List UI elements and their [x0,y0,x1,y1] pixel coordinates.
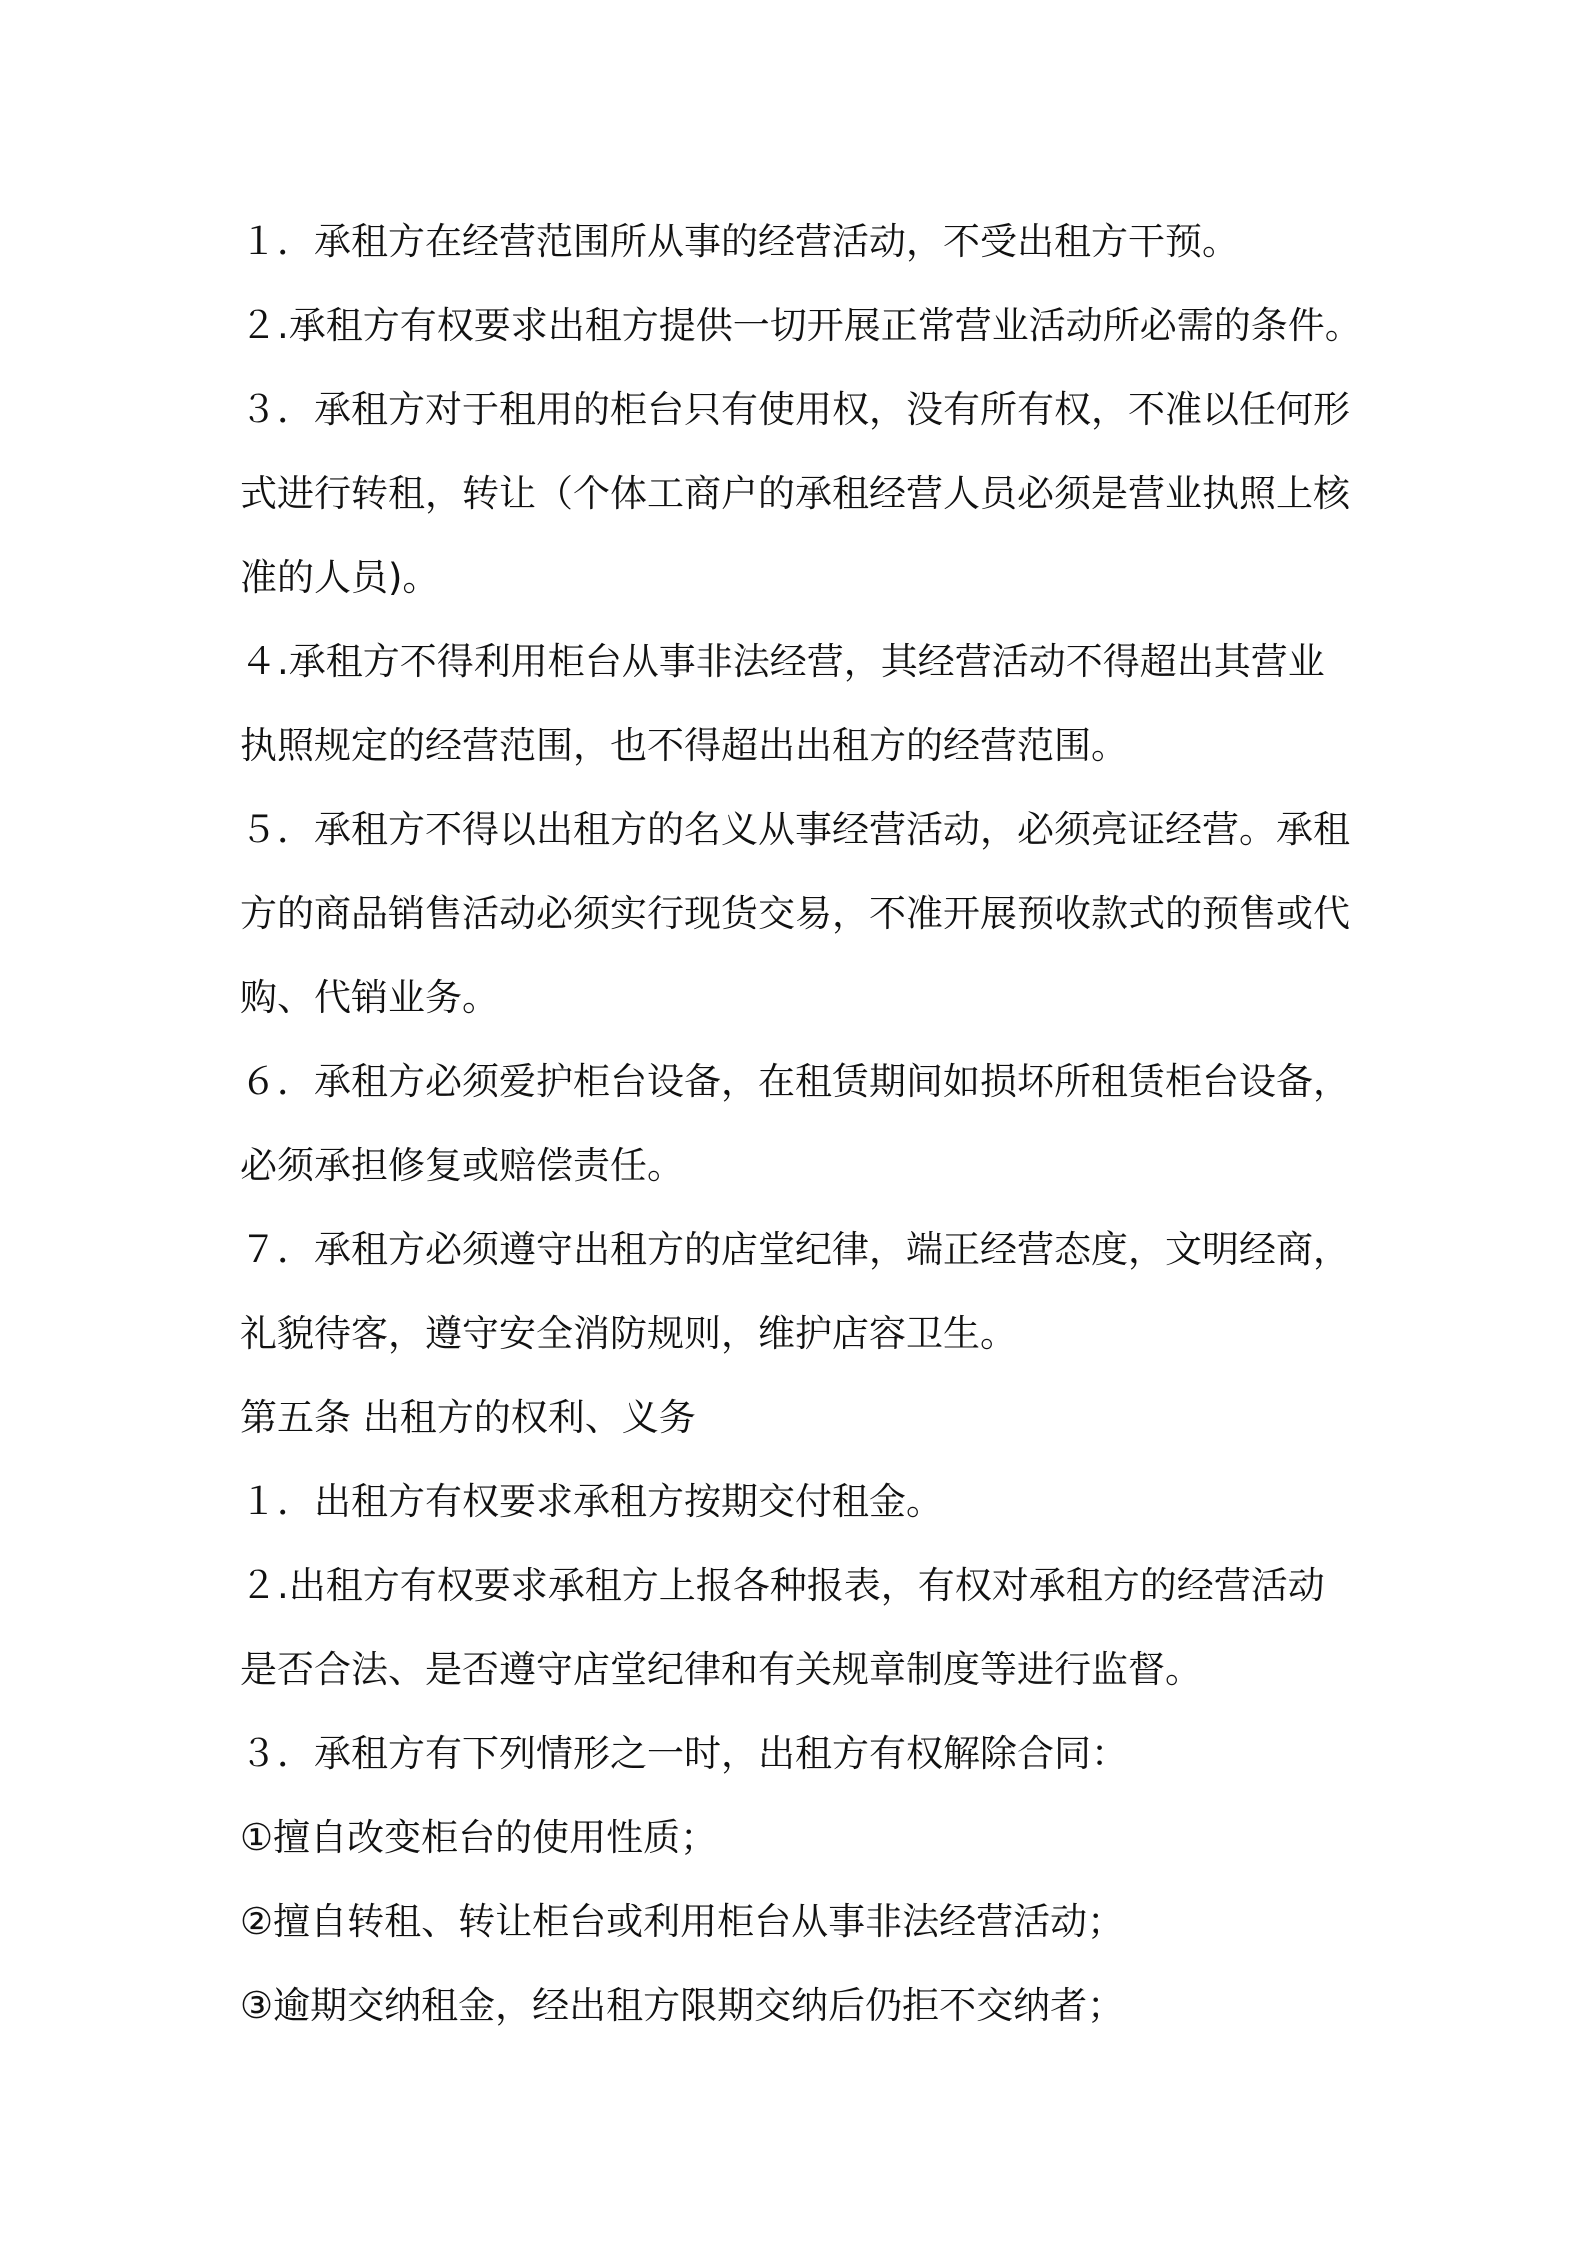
section-heading: 第五条 出租方的权利、义务 [240,1396,696,1439]
clause-line: ６．承租方必须爱护柜台设备，在租赁期间如损坏所租赁柜台设备， [240,1060,1350,1103]
list-item: ③逾期交纳租金，经出租方限期交纳后仍拒不交纳者； [240,1984,1125,2027]
clause-line: 购、代销业务。 [240,976,499,1019]
clause-line: ２.承租方有权要求出租方提供一切开展正常营业活动所必需的条件。 [240,304,1362,347]
clause-line: ３．承租方有下列情形之一时，出租方有权解除合同： [240,1732,1128,1775]
clause-line: ５．承租方不得以出租方的名义从事经营活动，必须亮证经营。承租 [240,808,1350,851]
clause-line: ３．承租方对于租用的柜台只有使用权，没有所有权，不准以任何形 [240,388,1350,431]
clause-line: 式进行转租，转让（个体工商户的承租经营人员必须是营业执照上核 [240,472,1350,515]
clause-line: 方的商品销售活动必须实行现货交易，不准开展预收款式的预售或代 [240,892,1350,935]
clause-line: 执照规定的经营范围，也不得超出出租方的经营范围。 [240,724,1128,767]
clause-line: １．承租方在经营范围所从事的经营活动，不受出租方干预。 [240,220,1239,263]
list-item: ①擅自改变柜台的使用性质； [240,1816,718,1859]
clause-line: ７．承租方必须遵守出租方的店堂纪律，端正经营态度，文明经商， [240,1228,1350,1271]
clause-line: ２.出租方有权要求承租方上报各种报表，有权对承租方的经营活动 [240,1564,1325,1607]
clause-line: 必须承担修复或赔偿责任。 [240,1144,684,1187]
clause-line: １．出租方有权要求承租方按期交付租金。 [240,1480,943,1523]
document-body [240,200,1390,2048]
clause-line: ４.承租方不得利用柜台从事非法经营，其经营活动不得超出其营业 [240,640,1325,683]
list-item: ②擅自转租、转让柜台或利用柜台从事非法经营活动； [240,1900,1125,1943]
clause-line: 礼貌待客，遵守安全消防规则，维护店容卫生。 [240,1312,1017,1355]
clause-line: 是否合法、是否遵守店堂纪律和有关规章制度等进行监督。 [240,1648,1202,1691]
clause-line: 准的人员)。 [240,556,440,599]
